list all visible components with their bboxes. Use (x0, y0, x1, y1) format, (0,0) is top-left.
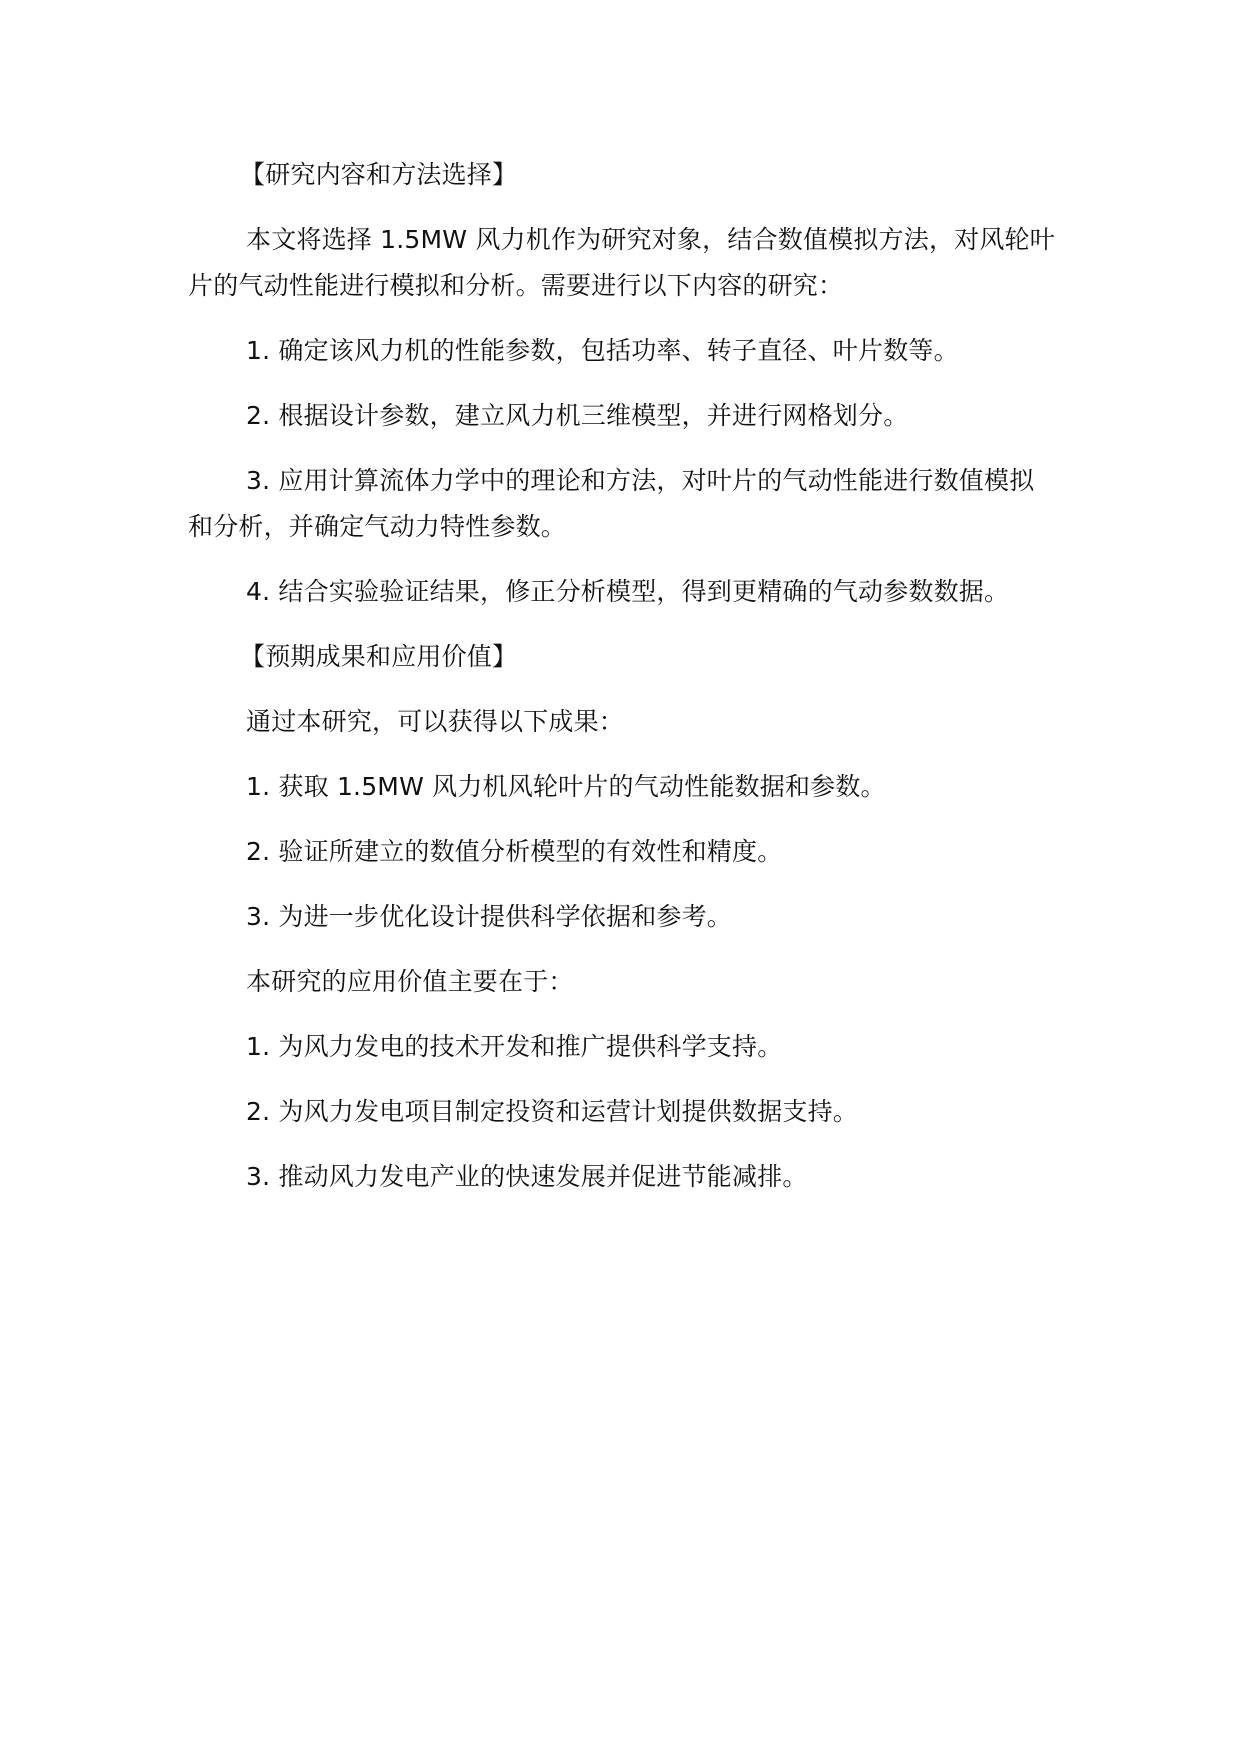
document-body (188, 152, 1068, 1219)
section-heading-expected-results: 【预期成果和应用价值】 (240, 642, 518, 671)
list-item-research-2: 2. 根据设计参数，建立风力机三维模型，并进行网格划分。 (246, 401, 909, 430)
list-item-value-1: 1. 为风力发电的技术开发和推广提供科学支持。 (246, 1032, 783, 1061)
section-heading-research-content: 【研究内容和方法选择】 (240, 160, 518, 189)
list-item-result-1: 1. 获取 1.5MW 风力机风轮叶片的气动性能数据和参数。 (246, 772, 886, 801)
paragraph-research-intro: 本文将选择 1.5MW 风力机作为研究对象，结合数值模拟方法，对风轮叶片的气动性能进行模拟和分析。需要进行以下内容的研究： (188, 225, 1055, 300)
list-item-research-3: 3. 应用计算流体力学中的理论和方法，对叶片的气动性能进行数值模拟和分析，并确定气动力特性参数。 (188, 466, 1035, 541)
list-item-value-3: 3. 推动风力发电产业的快速发展并促进节能减排。 (246, 1162, 808, 1191)
list-item-result-3: 3. 为进一步优化设计提供科学依据和参考。 (246, 902, 733, 931)
paragraph-results-intro: 通过本研究，可以获得以下成果： (246, 707, 625, 736)
list-item-research-4: 4. 结合实验验证结果，修正分析模型，得到更精确的气动参数数据。 (246, 577, 1010, 606)
paragraph-value-intro: 本研究的应用价值主要在于： (246, 967, 574, 996)
list-item-result-2: 2. 验证所建立的数值分析模型的有效性和精度。 (246, 837, 783, 866)
list-item-value-2: 2. 为风力发电项目制定投资和运营计划提供数据支持。 (246, 1097, 859, 1126)
list-item-research-1: 1. 确定该风力机的性能参数，包括功率、转子直径、叶片数等。 (246, 336, 959, 365)
